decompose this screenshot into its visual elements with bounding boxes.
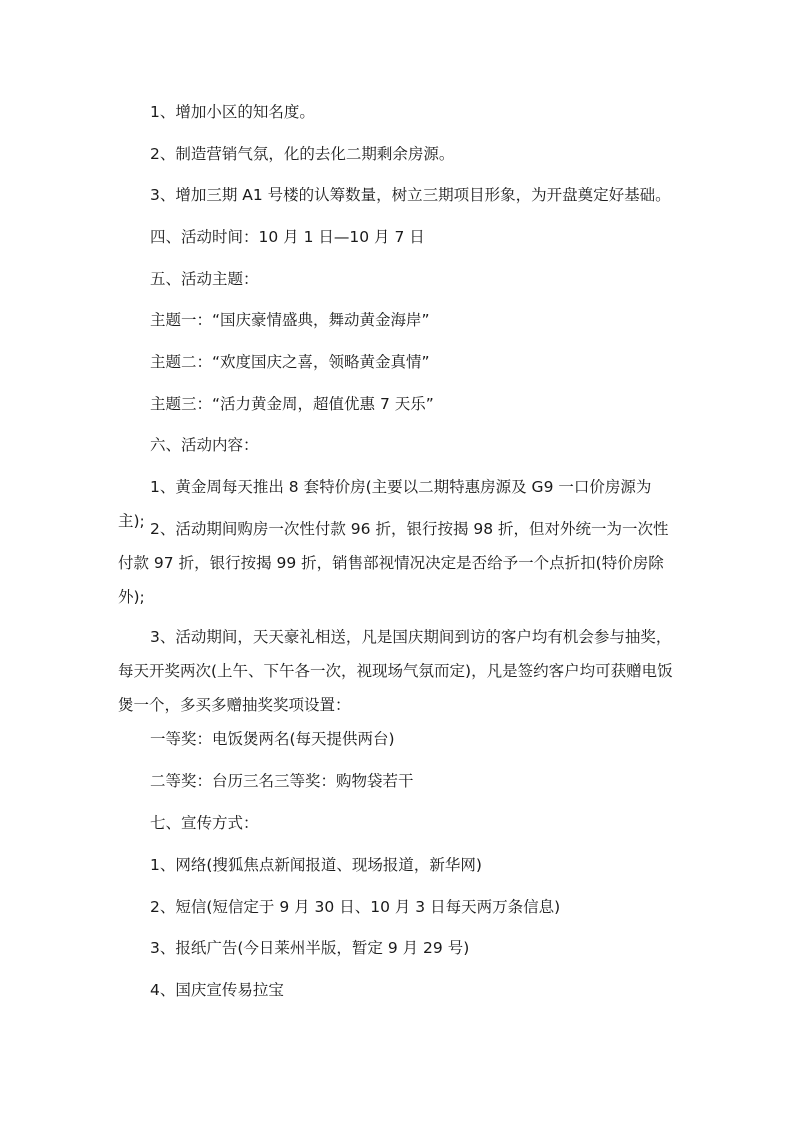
theme-item-2: 主题二：“欢度国庆之喜，领略黄金真情” <box>150 353 430 371</box>
section-heading-time: 四、活动时间：10 月 1 日—10 月 7 日 <box>150 228 425 246</box>
goal-item-2: 2、制造营销气氛，化的去化二期剩余房源。 <box>150 145 455 163</box>
section-heading-content: 六、活动内容： <box>150 436 259 454</box>
prize-second-third: 二等奖：台历三名三等奖：购物袋若干 <box>150 772 414 790</box>
promotion-item-4: 4、国庆宣传易拉宝 <box>150 981 284 999</box>
promotion-item-3: 3、报纸广告(今日莱州半版，暂定 9 月 29 号) <box>150 939 470 957</box>
section-heading-theme: 五、活动主题： <box>150 270 259 288</box>
promotion-item-2: 2、短信(短信定于 9 月 30 日、10 月 3 日每天两万条信息) <box>150 898 561 916</box>
theme-item-3: 主题三：“活力黄金周，超值优惠 7 天乐” <box>150 395 434 413</box>
goal-item-1: 1、增加小区的知名度。 <box>150 103 315 121</box>
content-item-3: 3、活动期间，天天豪礼相送，凡是国庆期间到访的客户均有机会参与抽奖，每天开奖两次(上午、下午各一次，视现场气氛而定)，凡是签约客户均可获赠电饭煲一个，多买多赠抽奖奖项设置： <box>118 628 673 714</box>
section-heading-promotion: 七、宣传方式： <box>150 814 259 832</box>
theme-item-1: 主题一：“国庆豪情盛典，舞动黄金海岸” <box>150 311 430 329</box>
goal-item-3: 3、增加三期 A1 号楼的认筹数量，树立三期项目形象，为开盘奠定好基础。 <box>150 186 671 204</box>
prize-first: 一等奖：电饭煲两名(每天提供两台) <box>150 730 395 748</box>
promotion-item-1: 1、网络(搜狐焦点新闻报道、现场报道，新华网) <box>150 856 482 874</box>
content-item-1: 1、黄金周每天推出 8 套特价房(主要以二期特惠房源及 G9 一口价房源为主); <box>118 478 652 530</box>
content-item-2: 2、活动期间购房一次性付款 96 折，银行按揭 98 折，但对外统一为一次性付款 97 折，银行按揭 99 折，销售部视情况决定是否给予一个点折扣(特价房除外); <box>118 520 669 606</box>
